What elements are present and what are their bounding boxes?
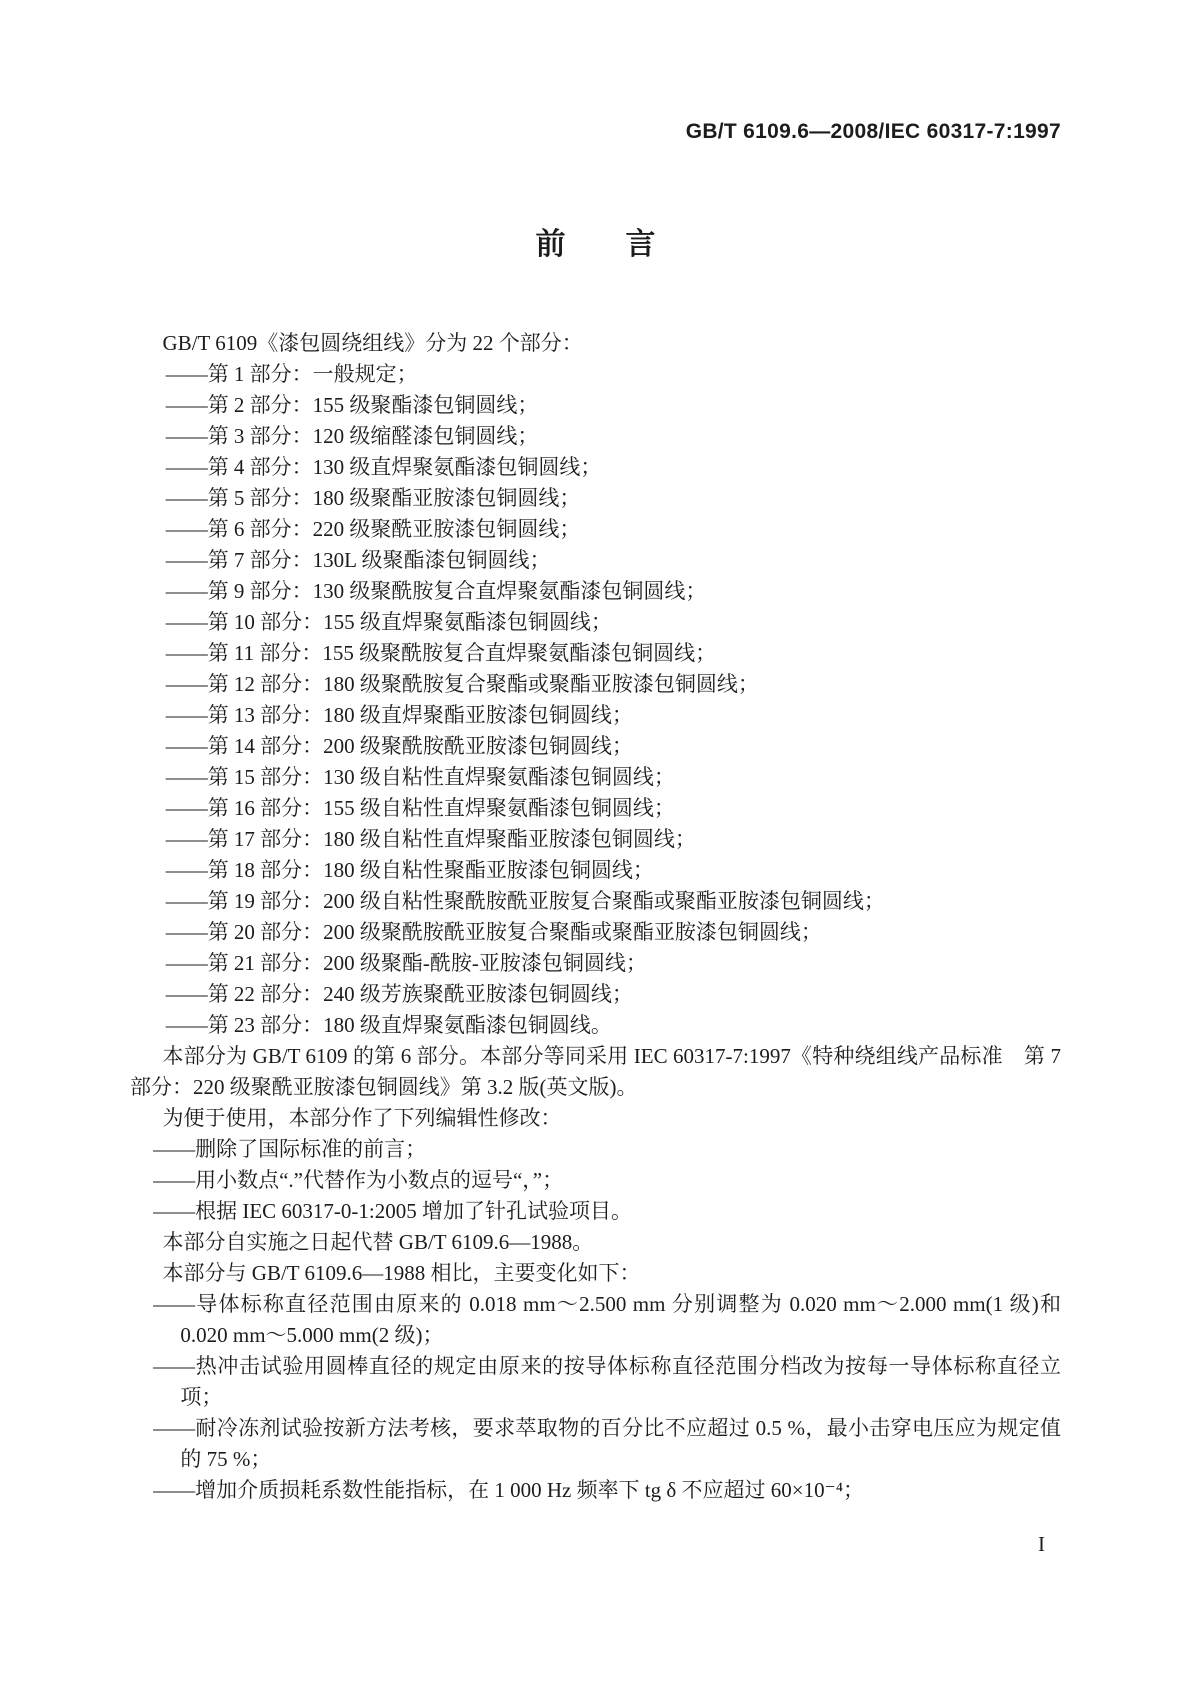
edits-list [130, 1134, 1061, 1227]
part-list-item: ——第 22 部分：240 级芳族聚酰亚胺漆包铜圆线； [165, 982, 633, 1006]
part-list-item: ——第 19 部分：200 级自粘性聚酰胺酰亚胺复合聚酯或聚酯亚胺漆包铜圆线； [165, 889, 885, 913]
page-number: I [1038, 1532, 1045, 1556]
foreword-body [130, 328, 1061, 1506]
adoption-paragraph: 本部分为 GB/T 6109 的第 6 部分。本部分等同采用 IEC 60317-7:1997《特种绕组线产品标准 第 7 部分：220 级聚酰亚胺漆包铜圆线》第 3.2 版(英文版)。 [130, 1044, 1061, 1099]
part-list-item: ——第 20 部分：200 级聚酰胺酰亚胺复合聚酯或聚酯亚胺漆包铜圆线； [165, 920, 822, 944]
edit-list-item: ——删除了国际标准的前言； [153, 1137, 427, 1161]
part-list-item: ——第 17 部分：180 级自粘性直焊聚酯亚胺漆包铜圆线； [165, 827, 696, 851]
intro-paragraph: GB/T 6109《漆包圆绕组线》分为 22 个部分： [162, 331, 583, 355]
part-list-item: ——第 9 部分：130 级聚酰胺复合直焊聚氨酯漆包铜圆线； [165, 579, 707, 603]
doc-code-header: GB/T 6109.6—2008/IEC 60317-7:1997 [685, 120, 1061, 143]
part-list-item: ——第 21 部分：200 级聚酯-酰胺-亚胺漆包铜圆线； [165, 951, 647, 975]
part-list-item: ——第 15 部分：130 级自粘性直焊聚氨酯漆包铜圆线； [165, 765, 675, 789]
change-list-item: ——导体标称直径范围由原来的 0.018 mm～2.500 mm 分别调整为 0.020 mm～2.000 mm(1 级)和 0.020 mm～5.000 mm(2 级)； [153, 1292, 1061, 1347]
part-list-item: ——第 18 部分：180 级自粘性聚酯亚胺漆包铜圆线； [165, 858, 654, 882]
page-title: 前 言 [535, 228, 656, 261]
part-list-item: ——第 4 部分：130 级直焊聚氨酯漆包铜圆线； [165, 455, 602, 479]
edit-list-item: ——用小数点“.”代替作为小数点的逗号“，”； [153, 1168, 564, 1192]
part-list-item: ——第 2 部分：155 级聚酯漆包铜圆线； [165, 393, 539, 417]
part-list-item: ——第 6 部分：220 级聚酰亚胺漆包铜圆线； [165, 517, 581, 541]
part-list-item: ——第 23 部分：180 级直焊聚氨酯漆包铜圆线。 [165, 1013, 612, 1037]
edit-list-item: ——根据 IEC 60317-0-1:2005 增加了针孔试验项目。 [153, 1199, 632, 1223]
part-list-item: ——第 3 部分：120 级缩醛漆包铜圆线； [165, 424, 539, 448]
changes-list [130, 1289, 1061, 1506]
change-list-item: ——增加介质损耗系数性能指标，在 1 000 Hz 频率下 tg δ 不应超过 60×10⁻⁴； [153, 1478, 865, 1502]
page-content [130, 0, 1061, 1506]
part-list-item: ——第 10 部分：155 级直焊聚氨酯漆包铜圆线； [165, 610, 612, 634]
changes-intro-paragraph: 本部分与 GB/T 6109.6—1988 相比，主要变化如下： [162, 1261, 641, 1285]
parts-list [130, 359, 1061, 1041]
part-list-item: ——第 13 部分：180 级直焊聚酯亚胺漆包铜圆线； [165, 703, 633, 727]
edits-intro-paragraph: 为便于使用，本部分作了下列编辑性修改： [162, 1106, 562, 1130]
part-list-item: ——第 16 部分：155 级自粘性直焊聚氨酯漆包铜圆线； [165, 796, 675, 820]
part-list-item: ——第 7 部分：130L 级聚酯漆包铜圆线； [165, 548, 551, 572]
part-list-item: ——第 1 部分：一般规定； [165, 362, 418, 386]
change-list-item: ——热冲击试验用圆棒直径的规定由原来的按导体标称直径范围分档改为按每一导体标称直径立项； [153, 1354, 1061, 1409]
part-list-item: ——第 11 部分：155 级聚酰胺复合直焊聚氨酯漆包铜圆线； [165, 641, 717, 665]
replaces-paragraph: 本部分自实施之日起代替 GB/T 6109.6—1988。 [162, 1230, 594, 1254]
part-list-item: ——第 5 部分：180 级聚酯亚胺漆包铜圆线； [165, 486, 581, 510]
part-list-item: ——第 14 部分：200 级聚酰胺酰亚胺漆包铜圆线； [165, 734, 633, 758]
part-list-item: ——第 12 部分：180 级聚酰胺复合聚酯或聚酯亚胺漆包铜圆线； [165, 672, 759, 696]
change-list-item: ——耐冷冻剂试验按新方法考核，要求萃取物的百分比不应超过 0.5 %，最小击穿电压应为规定值的 75 %； [153, 1416, 1061, 1471]
